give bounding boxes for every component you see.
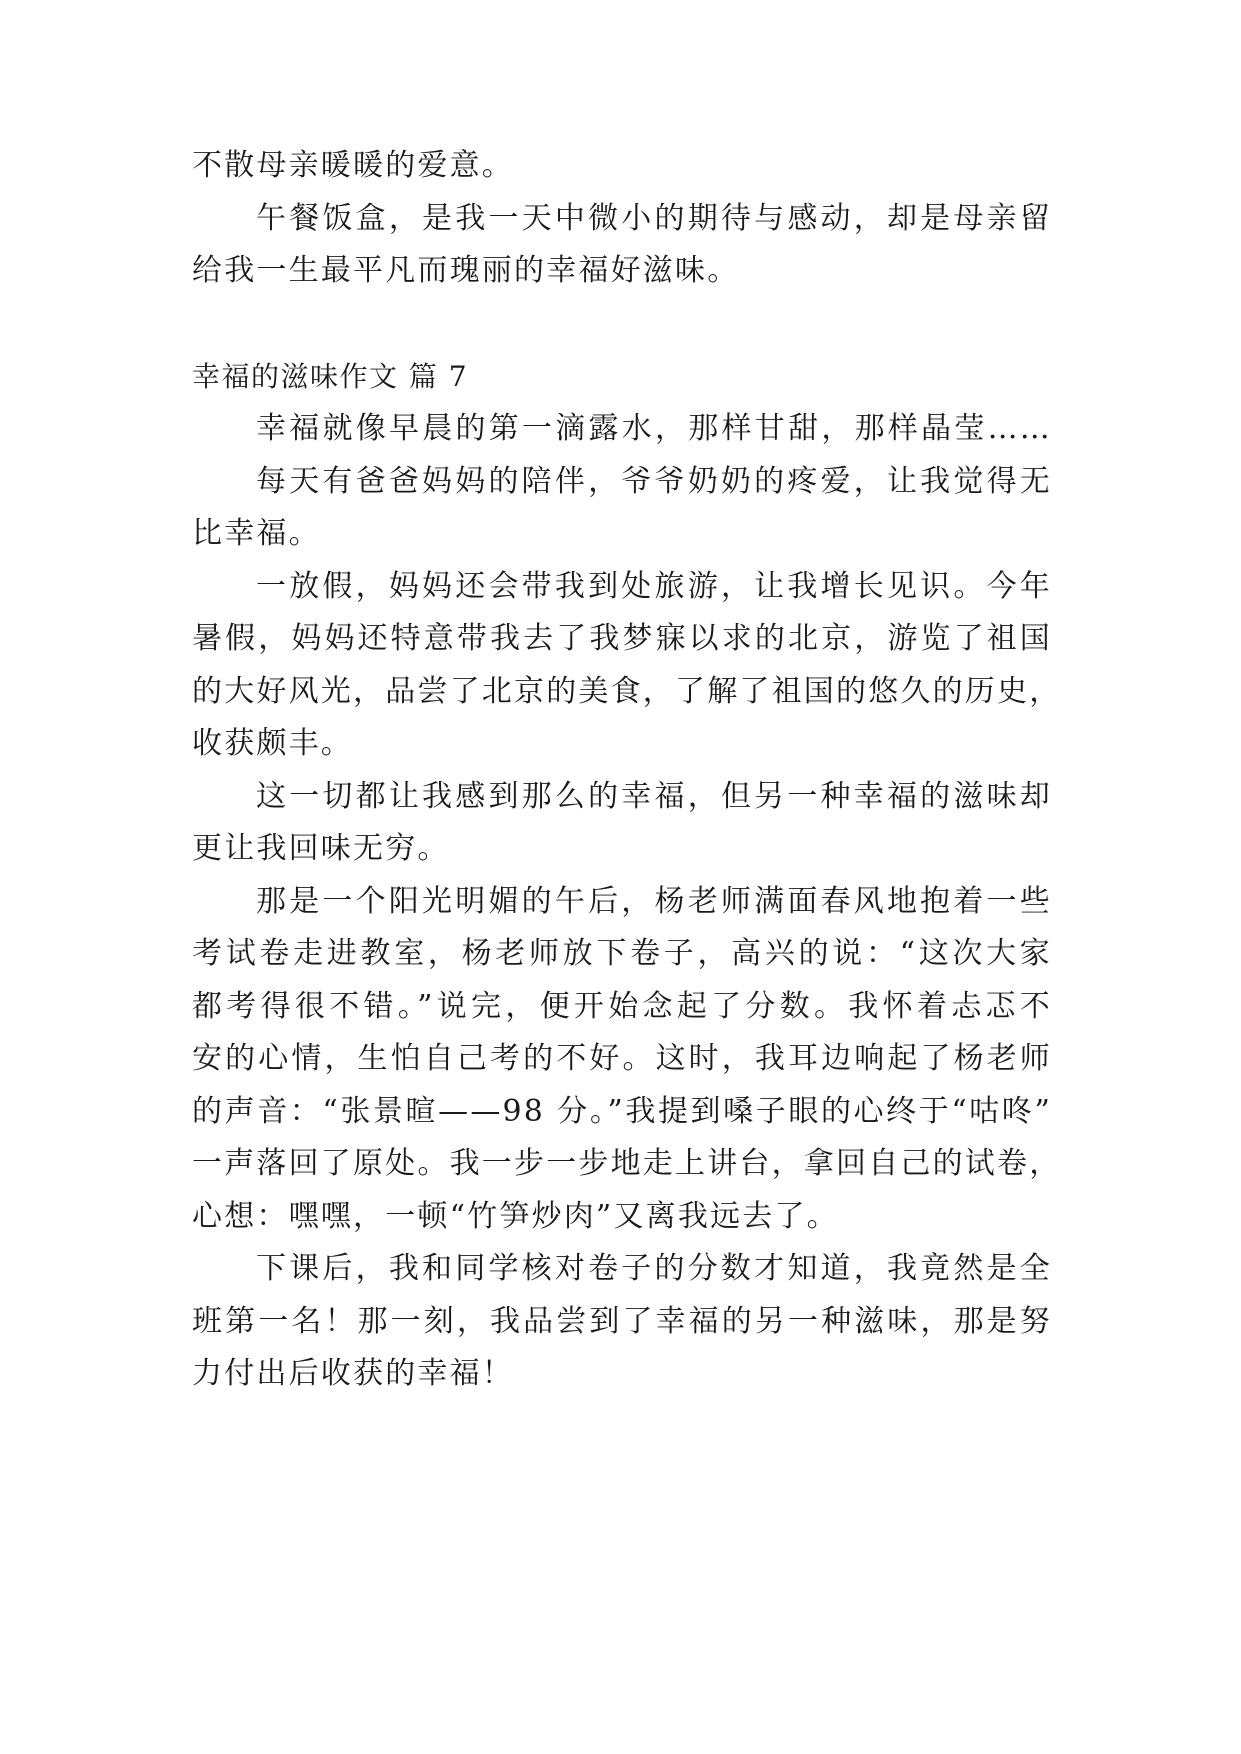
text-line: 安的心情，生怕自己考的不好。这时，我耳边响起了杨老师: [192, 1041, 1052, 1076]
text-line: 比幸福。: [192, 516, 321, 551]
text-line: 一放假，妈妈还会带我到处旅游，让我增长见识。今年: [256, 569, 1052, 604]
text-line: 的大好风光，品尝了北京的美食，了解了祖国的悠久的历史，: [192, 674, 1062, 709]
text-line: 力付出后收获的幸福！: [192, 1356, 514, 1391]
section-heading: 幸福的滋味作文 篇 7: [192, 360, 469, 393]
text-line: 班第一名！那一刻，我品尝到了幸福的另一种滋味，那是努: [192, 1304, 1052, 1339]
text-line: 一声落回了原处。我一步一步地走上讲台，拿回自己的试卷，: [192, 1146, 1062, 1181]
text-line: 给我一生最平凡而瑰丽的幸福好滋味。: [192, 253, 740, 288]
text-line: 那是一个阳光明媚的午后，杨老师满面春风地抱着一些: [256, 884, 1052, 919]
text-line: 的声音：“张景暄——98 分。”我提到嗓子眼的心终于“咕咚”: [192, 1094, 1052, 1129]
text-line: 考试卷走进教室，杨老师放下卷子，高兴的说：“这次大家: [192, 936, 1052, 971]
text-line: 每天有爸爸妈妈的陪伴，爷爷奶奶的疼爱，让我觉得无: [256, 464, 1052, 499]
text-line: 收获颇丰。: [192, 726, 353, 761]
text-line: 午餐饭盒，是我一天中微小的期待与感动，却是母亲留: [256, 201, 1052, 236]
text-line: 都考得很不错。”说完，便开始念起了分数。我怀着忐忑不: [192, 989, 1052, 1024]
text-line: 这一切都让我感到那么的幸福，但另一种幸福的滋味却: [256, 779, 1052, 814]
text-line: 幸福就像早晨的第一滴露水，那样甘甜，那样晶莹……: [256, 411, 1052, 446]
text-line: 不散母亲暖暖的爱意。: [192, 148, 514, 183]
text-line: 心想：嘿嘿，一顿“竹笋炒肉”又离我远去了。: [192, 1199, 839, 1234]
text-line: 暑假，妈妈还特意带我去了我梦寐以求的北京，游览了祖国: [192, 621, 1052, 656]
text-line: 下课后，我和同学核对卷子的分数才知道，我竟然是全: [256, 1251, 1052, 1286]
text-line: 更让我回味无穷。: [192, 831, 450, 866]
